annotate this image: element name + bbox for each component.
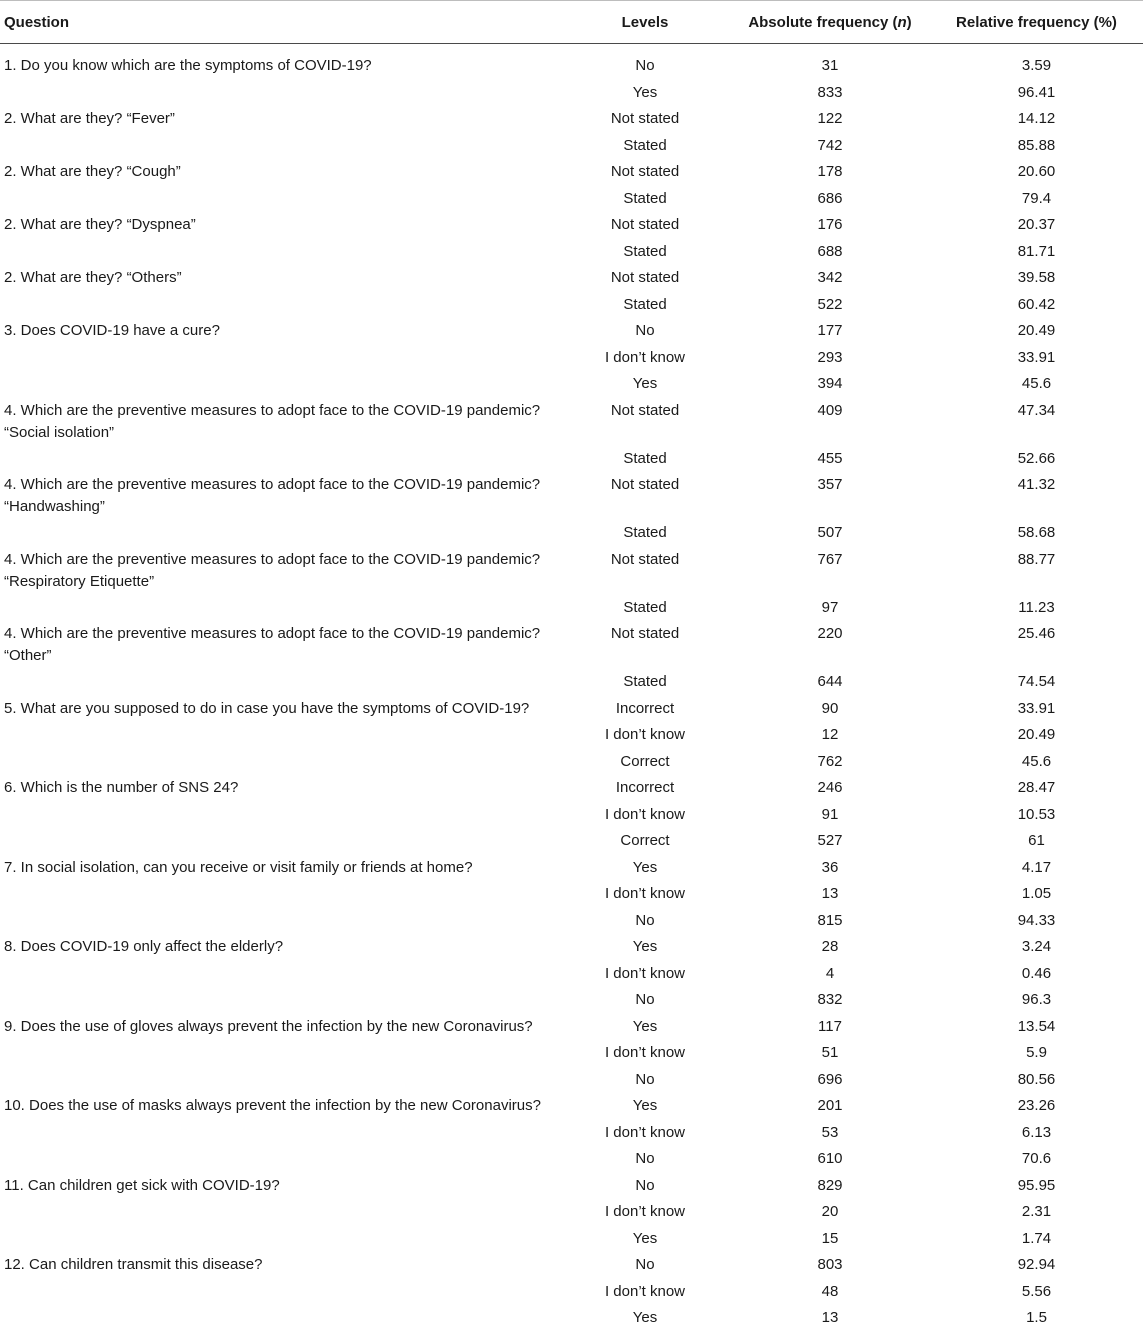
- relative-frequency-cell: 80.56: [1017, 1070, 1056, 1088]
- table-row: [0, 698, 1143, 725]
- absolute-frequency-cell: 357: [817, 476, 843, 493]
- relative-frequency-cell: 45.6: [1021, 752, 1052, 770]
- level-cell: No: [635, 911, 655, 929]
- table-row: [0, 1122, 1143, 1149]
- question-cell-empty: [0, 347, 560, 374]
- level-cell: Stated: [623, 136, 667, 154]
- level-cell: I don’t know: [604, 1203, 686, 1220]
- question-cell: [0, 1175, 560, 1202]
- relative-frequency-cell: 11.23: [1018, 598, 1055, 616]
- level-cell: Correct: [620, 832, 670, 849]
- table-row: [0, 936, 1143, 963]
- question-cell-empty: [0, 751, 560, 778]
- question-text: 4. Which are the preventive measures to adopt face to the COVID-19 pandemic?: [4, 625, 541, 642]
- table-row: [0, 1175, 1143, 1202]
- absolute-frequency-cell: 246: [817, 779, 843, 796]
- question-cell-empty: [0, 963, 560, 990]
- relative-frequency-cell: 92.94: [1017, 1256, 1056, 1273]
- question-text-line2: “Social isolation”: [4, 423, 115, 441]
- question-cell-empty: [0, 1281, 560, 1308]
- table-row: [0, 188, 1143, 215]
- question-cell: [0, 777, 560, 804]
- question-cell: [0, 623, 560, 671]
- level-cell: Incorrect: [615, 699, 675, 717]
- level-cell: I don’t know: [604, 1044, 686, 1061]
- relative-frequency-cell: 5.9: [1026, 1044, 1047, 1061]
- absolute-frequency-cell: 686: [817, 189, 843, 207]
- level-cell: No: [635, 1176, 655, 1194]
- question-cell-empty: [0, 1201, 560, 1228]
- question-cell-empty: [0, 597, 560, 624]
- question-text-line2: “Respiratory Etiquette”: [4, 572, 155, 590]
- question-text: 4. Which are the preventive measures to adopt face to the COVID-19 pandemic?: [4, 476, 541, 493]
- relative-frequency-cell: 61: [1028, 832, 1045, 849]
- absolute-frequency-cell: 610: [817, 1150, 843, 1167]
- absolute-frequency-cell: 51: [821, 1044, 839, 1061]
- relative-frequency-cell: 52.66: [1017, 449, 1056, 467]
- level-cell: I don’t know: [604, 1282, 686, 1300]
- question-cell-empty: [0, 1148, 560, 1175]
- question-cell: [0, 474, 560, 522]
- table-row: [0, 804, 1143, 831]
- question-cell: [0, 108, 560, 135]
- table-row: [0, 108, 1143, 135]
- header-row: [0, 1, 1143, 44]
- relative-frequency-cell: 81.71: [1017, 242, 1056, 260]
- relative-frequency-cell: 1.05: [1021, 885, 1052, 902]
- question-cell: [0, 267, 560, 294]
- absolute-frequency-cell: 36: [821, 858, 839, 876]
- question-cell-empty: [0, 82, 560, 109]
- table-body: [0, 44, 1143, 1334]
- question-cell-empty: [0, 522, 560, 549]
- table-row: [0, 474, 1143, 522]
- relative-frequency-cell: 20.37: [1017, 216, 1056, 233]
- question-text: 2. What are they? “Others”: [4, 269, 182, 286]
- level-cell: Correct: [620, 752, 670, 770]
- level-cell: No: [635, 991, 655, 1008]
- absolute-frequency-cell: 31: [821, 57, 839, 74]
- relative-frequency-cell: 20.49: [1017, 322, 1056, 339]
- absolute-frequency-cell: 696: [817, 1070, 843, 1088]
- table-row: [0, 214, 1143, 241]
- question-text: 2. What are they? “Dyspnea”: [4, 216, 196, 233]
- question-cell-empty: [0, 1228, 560, 1255]
- question-text: 3. Does COVID-19 have a cure?: [4, 322, 220, 339]
- level-cell: Not stated: [610, 550, 680, 568]
- level-cell: I don’t know: [604, 348, 686, 366]
- table-row: [0, 910, 1143, 937]
- absolute-frequency-cell: 122: [817, 110, 843, 127]
- absolute-frequency-cell: 117: [818, 1017, 842, 1035]
- absolute-frequency-cell: 644: [817, 673, 843, 690]
- relative-frequency-cell: 14.12: [1017, 110, 1056, 127]
- level-cell: No: [635, 57, 655, 74]
- table-row: [0, 135, 1143, 162]
- relative-frequency-cell: 85.88: [1017, 136, 1056, 154]
- table-row: [0, 161, 1143, 188]
- table-header: [0, 1, 1143, 44]
- absolute-frequency-cell: 91: [821, 805, 839, 823]
- absolute-frequency-cell: 13: [821, 1309, 839, 1326]
- question-cell: [0, 857, 560, 884]
- absolute-frequency-cell: 688: [817, 242, 843, 260]
- level-cell: Yes: [632, 858, 658, 876]
- relative-frequency-cell: 88.77: [1017, 550, 1056, 568]
- table-row: [0, 1281, 1143, 1308]
- absolute-frequency-cell: 12: [821, 726, 839, 743]
- relative-frequency-cell: 39.58: [1017, 269, 1056, 286]
- table-row: [0, 400, 1143, 448]
- table-row: [0, 777, 1143, 804]
- absolute-frequency-cell: 178: [817, 163, 843, 180]
- table-row: [0, 1254, 1143, 1281]
- level-cell: Not stated: [610, 216, 680, 233]
- question-text: 12. Can children transmit this disease?: [4, 1256, 263, 1273]
- question-text: 6. Which is the number of SNS 24?: [4, 779, 239, 796]
- question-text: 1. Do you know which are the symptoms of COVID-19?: [4, 57, 372, 74]
- table-row: [0, 44, 1143, 82]
- absolute-frequency-cell: 829: [817, 1176, 843, 1194]
- relative-frequency-cell: 74.54: [1017, 673, 1056, 690]
- absolute-frequency-cell: 767: [817, 550, 843, 568]
- table-row: [0, 623, 1143, 671]
- question-cell: [0, 214, 560, 241]
- absolute-frequency-cell: 28: [821, 938, 839, 955]
- table-row: [0, 267, 1143, 294]
- relative-frequency-cell: 47.34: [1017, 401, 1056, 419]
- level-cell: Not stated: [610, 625, 680, 642]
- relative-frequency-cell: 79.4: [1021, 189, 1052, 207]
- question-cell: [0, 1095, 560, 1122]
- absolute-frequency-cell: 815: [817, 911, 843, 929]
- question-cell-empty: [0, 1307, 560, 1334]
- absolute-frequency-n: n: [897, 13, 907, 31]
- absolute-frequency-cell: 220: [817, 625, 843, 642]
- question-cell-empty: [0, 373, 560, 400]
- question-cell: [0, 936, 560, 963]
- table-row: [0, 373, 1143, 400]
- table-row: [0, 883, 1143, 910]
- table-row: [0, 1228, 1143, 1255]
- absolute-frequency-cell: 48: [821, 1282, 839, 1300]
- relative-frequency-cell: 60.42: [1017, 295, 1056, 313]
- relative-frequency-column-header: Relative frequency (%): [930, 1, 1143, 44]
- level-cell: No: [635, 1070, 655, 1088]
- level-cell: Yes: [632, 938, 658, 955]
- absolute-frequency-cell: 201: [817, 1097, 843, 1114]
- table-row: [0, 597, 1143, 624]
- question-text: 2. What are they? “Fever”: [4, 110, 175, 127]
- question-cell-empty: [0, 448, 560, 475]
- absolute-frequency-cell: 832: [817, 991, 843, 1008]
- relative-frequency-cell: 4.17: [1021, 858, 1052, 876]
- table-row: [0, 320, 1143, 347]
- question-cell-empty: [0, 671, 560, 698]
- relative-frequency-cell: 41.32: [1017, 476, 1056, 493]
- relative-frequency-cell: 33.91: [1017, 348, 1056, 366]
- level-cell: I don’t know: [604, 964, 686, 982]
- level-cell: Yes: [632, 83, 658, 101]
- absolute-frequency-cell: 507: [817, 524, 843, 541]
- question-text: 5. What are you supposed to do in case you have the symptoms of COVID-19?: [4, 699, 530, 717]
- table-row: [0, 522, 1143, 549]
- question-text: 9. Does the use of gloves always prevent the infection by the new Coronavirus?: [4, 1017, 533, 1035]
- relative-frequency-cell: 13.54: [1017, 1017, 1056, 1035]
- level-cell: No: [635, 1256, 655, 1273]
- relative-frequency-cell: 96.3: [1021, 991, 1052, 1008]
- table-row: [0, 448, 1143, 475]
- question-cell: [0, 320, 560, 347]
- absolute-frequency-cell: 90: [821, 699, 839, 717]
- question-cell: [0, 1016, 560, 1043]
- table-row: [0, 1069, 1143, 1096]
- absolute-frequency-cell: 527: [817, 832, 843, 849]
- level-cell: Not stated: [610, 401, 680, 419]
- relative-frequency-cell: 3.59: [1021, 57, 1052, 74]
- table-row: [0, 1307, 1143, 1334]
- absolute-frequency-cell: 293: [817, 348, 843, 366]
- relative-frequency-cell: 28.47: [1017, 779, 1056, 796]
- question-text: 2. What are they? “Cough”: [4, 163, 181, 180]
- table-row: [0, 751, 1143, 778]
- table-row: [0, 1148, 1143, 1175]
- question-column-header: Question: [0, 1, 560, 44]
- absolute-frequency-label: Absolute frequency (: [748, 13, 898, 31]
- levels-column-header: Levels: [560, 1, 730, 44]
- level-cell: I don’t know: [604, 726, 686, 743]
- question-cell-empty: [0, 804, 560, 831]
- relative-frequency-cell: 20.49: [1017, 726, 1056, 743]
- question-cell: [0, 44, 560, 82]
- level-cell: Stated: [623, 295, 667, 313]
- absolute-frequency-cell: 409: [817, 401, 843, 419]
- relative-frequency-cell: 58.68: [1017, 524, 1056, 541]
- level-cell: No: [635, 1150, 655, 1167]
- question-cell: [0, 1254, 560, 1281]
- question-cell-empty: [0, 910, 560, 937]
- level-cell: Not stated: [610, 110, 680, 127]
- question-cell-empty: [0, 883, 560, 910]
- table-row: [0, 1201, 1143, 1228]
- question-cell: [0, 400, 560, 448]
- level-cell: Stated: [623, 524, 667, 541]
- table-row: [0, 671, 1143, 698]
- absolute-frequency-cell: 97: [821, 598, 839, 616]
- level-cell: Not stated: [610, 476, 680, 493]
- relative-frequency-cell: 70.6: [1021, 1150, 1052, 1167]
- table-row: [0, 1042, 1143, 1069]
- table-row: [0, 724, 1143, 751]
- table-row: [0, 294, 1143, 321]
- table-row: [0, 989, 1143, 1016]
- relative-frequency-cell: 45.6: [1021, 375, 1052, 392]
- level-cell: Incorrect: [615, 779, 675, 796]
- absolute-frequency-cell: 177: [817, 322, 843, 339]
- level-cell: Yes: [632, 1229, 658, 1247]
- level-cell: Stated: [623, 449, 667, 467]
- question-cell: [0, 698, 560, 725]
- table-row: [0, 82, 1143, 109]
- question-text-line2: “Handwashing”: [4, 498, 105, 515]
- question-text-line2: “Other”: [4, 647, 52, 664]
- question-cell-empty: [0, 989, 560, 1016]
- level-cell: Stated: [623, 598, 667, 616]
- absolute-frequency-cell: 15: [821, 1229, 839, 1247]
- relative-frequency-cell: 3.24: [1021, 938, 1052, 955]
- question-cell-empty: [0, 188, 560, 215]
- question-cell-empty: [0, 135, 560, 162]
- relative-frequency-cell: 1.5: [1026, 1309, 1047, 1326]
- absolute-frequency-cell: 803: [817, 1256, 843, 1273]
- absolute-frequency-cell: 342: [817, 269, 843, 286]
- question-cell-empty: [0, 724, 560, 751]
- relative-frequency-cell: 1.74: [1021, 1229, 1052, 1247]
- level-cell: Yes: [632, 375, 658, 392]
- level-cell: I don’t know: [604, 805, 686, 823]
- level-cell: Stated: [623, 242, 667, 260]
- level-cell: I don’t know: [604, 885, 686, 902]
- question-text: 11. Can children get sick with COVID-19?: [4, 1176, 280, 1194]
- question-cell-empty: [0, 294, 560, 321]
- table-row: [0, 1095, 1143, 1122]
- level-cell: Stated: [623, 673, 667, 690]
- level-cell: Not stated: [610, 163, 680, 180]
- question-text: 8. Does COVID-19 only affect the elderly?: [4, 938, 284, 955]
- question-cell-empty: [0, 1042, 560, 1069]
- absolute-frequency-cell: 455: [817, 449, 843, 467]
- table-row: [0, 857, 1143, 884]
- table-row: [0, 549, 1143, 597]
- level-cell: No: [635, 322, 655, 339]
- relative-frequency-cell: 25.46: [1017, 625, 1056, 642]
- relative-frequency-cell: 10.53: [1017, 805, 1056, 823]
- absolute-frequency-cell: 833: [817, 83, 843, 101]
- question-cell: [0, 161, 560, 188]
- relative-frequency-cell: 2.31: [1021, 1203, 1052, 1220]
- absolute-frequency-cell: 53: [821, 1123, 839, 1141]
- absolute-frequency-cell: 20: [821, 1203, 839, 1220]
- absolute-frequency-cell: 394: [817, 375, 843, 392]
- relative-frequency-cell: 94.33: [1017, 911, 1056, 929]
- relative-frequency-cell: 20.60: [1017, 163, 1056, 180]
- level-cell: Yes: [632, 1097, 658, 1114]
- absolute-frequency-cell: 522: [817, 295, 843, 313]
- question-text: 7. In social isolation, can you receive or visit family or friends at home?: [4, 858, 473, 876]
- table-row: [0, 241, 1143, 268]
- absolute-frequency-cell: 762: [817, 752, 843, 770]
- relative-frequency-cell: 5.56: [1021, 1282, 1052, 1300]
- relative-frequency-cell: 33.91: [1017, 699, 1056, 717]
- relative-frequency-cell: 96.41: [1017, 83, 1056, 101]
- absolute-frequency-cell: 742: [817, 136, 843, 154]
- question-cell-empty: [0, 1069, 560, 1096]
- table-row: [0, 830, 1143, 857]
- table-row: [0, 963, 1143, 990]
- question-text: 10. Does the use of masks always prevent the infection by the new Coronavirus?: [4, 1097, 541, 1114]
- relative-frequency-cell: 0.46: [1021, 964, 1052, 982]
- absolute-frequency-cell: 4: [825, 964, 835, 982]
- table-row: [0, 347, 1143, 374]
- absolute-frequency-cell: 13: [821, 885, 839, 902]
- relative-frequency-cell: 23.26: [1017, 1097, 1056, 1114]
- absolute-frequency-cell: 176: [817, 216, 843, 233]
- relative-frequency-cell: 95.95: [1017, 1176, 1056, 1194]
- question-cell-empty: [0, 830, 560, 857]
- level-cell: Yes: [632, 1017, 658, 1035]
- level-cell: Yes: [632, 1309, 658, 1326]
- level-cell: Stated: [623, 189, 667, 207]
- question-cell-empty: [0, 241, 560, 268]
- absolute-frequency-suffix: ): [906, 13, 912, 31]
- level-cell: I don’t know: [604, 1123, 686, 1141]
- question-cell-empty: [0, 1122, 560, 1149]
- absolute-frequency-column-header: [730, 1, 930, 44]
- question-text: 4. Which are the preventive measures to adopt face to the COVID-19 pandemic?: [4, 550, 541, 568]
- relative-frequency-cell: 6.13: [1021, 1123, 1052, 1141]
- level-cell: Not stated: [610, 269, 680, 286]
- question-text: 4. Which are the preventive measures to adopt face to the COVID-19 pandemic?: [4, 401, 541, 419]
- question-cell: [0, 549, 560, 597]
- table-row: [0, 1016, 1143, 1043]
